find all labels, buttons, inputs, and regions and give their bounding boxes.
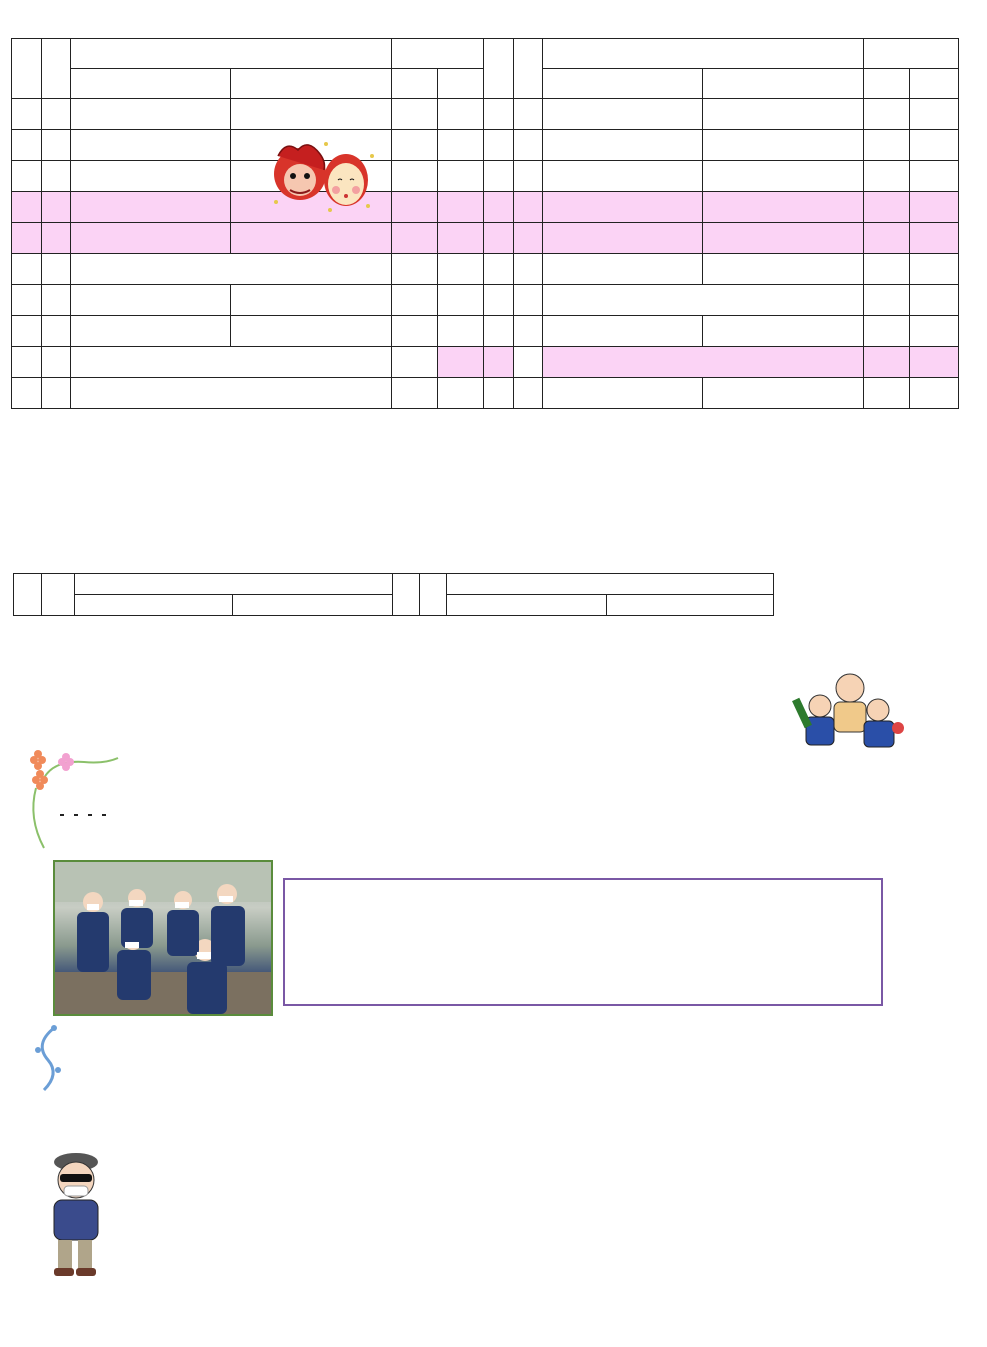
junior-event — [703, 161, 864, 192]
flower-icon — [58, 753, 74, 771]
flower-icon — [32, 770, 48, 790]
junior-dismissal-time — [438, 161, 484, 192]
header-elem — [543, 69, 703, 99]
blue-flourish-decoration — [24, 1024, 74, 1096]
weekday — [514, 130, 543, 161]
table-row — [12, 378, 959, 409]
elem-dismissal-empty — [864, 347, 910, 378]
junior-dismissal-time — [438, 316, 484, 347]
header-weekday — [514, 39, 543, 99]
elem-event — [543, 161, 703, 192]
day-number — [12, 285, 42, 316]
junior-event — [231, 285, 392, 316]
elem-dismissal-time — [392, 285, 438, 316]
elem-dismissal-empty — [864, 192, 910, 223]
weekday — [42, 347, 71, 378]
officer-secretary — [88, 814, 92, 816]
header-junior-short — [438, 69, 484, 99]
header-elem — [75, 595, 233, 616]
junior-event — [231, 316, 392, 347]
junior-dismissal-time — [910, 254, 959, 285]
day-number — [12, 161, 42, 192]
elem-dismissal-time — [392, 130, 438, 161]
junior-dismissal-empty — [910, 223, 959, 254]
junior-dismissal-time — [910, 130, 959, 161]
junior-dismissal-time — [910, 99, 959, 130]
weekday — [514, 161, 543, 192]
weekday — [42, 285, 71, 316]
header-elem — [71, 69, 231, 99]
day-number — [12, 99, 42, 130]
shared-event — [543, 285, 864, 316]
table-row — [12, 161, 959, 192]
shared-event — [71, 254, 392, 285]
junior-dismissal-time — [438, 285, 484, 316]
elem-event — [71, 316, 231, 347]
table-row — [12, 254, 959, 285]
weekday — [42, 161, 71, 192]
header-day — [393, 574, 420, 616]
junior-dismissal-time — [438, 347, 484, 378]
junior-event-empty — [703, 223, 864, 254]
elem-dismissal-time — [392, 316, 438, 347]
flower-icon — [30, 750, 46, 770]
weekday — [42, 254, 71, 285]
day-number — [12, 316, 42, 347]
header-weekday — [42, 39, 71, 99]
officer-president — [60, 814, 64, 816]
elem-dismissal-time — [392, 99, 438, 130]
elem-dismissal-time — [392, 347, 438, 378]
elem-dismissal-time — [864, 254, 910, 285]
elem-dismissal-time — [392, 378, 438, 409]
header-junior — [233, 595, 393, 616]
weekday — [514, 285, 543, 316]
junior-event — [703, 130, 864, 161]
day-number — [12, 254, 42, 285]
elem-event — [543, 378, 703, 409]
council-photo — [53, 860, 273, 1016]
header-elem — [447, 595, 607, 616]
officer-vice-president — [74, 814, 78, 816]
holiday-label — [543, 347, 864, 378]
table-row — [12, 285, 959, 316]
mar-schedule-table — [13, 573, 774, 616]
day-number — [484, 223, 514, 254]
junior-event — [703, 316, 864, 347]
header-day — [12, 39, 42, 99]
day-number — [484, 161, 514, 192]
elem-dismissal-time — [392, 254, 438, 285]
elem-event-empty — [71, 192, 231, 223]
header-junior — [607, 595, 774, 616]
elem-event — [543, 130, 703, 161]
elem-dismissal-empty — [392, 192, 438, 223]
header-elem-short — [392, 69, 438, 99]
shared-event — [71, 378, 392, 409]
table-row — [12, 130, 959, 161]
elem-event — [71, 285, 231, 316]
weekday — [42, 99, 71, 130]
day-number — [484, 130, 514, 161]
junior-event-empty — [231, 223, 392, 254]
day-number — [484, 99, 514, 130]
header-dismissal — [864, 39, 959, 69]
day-number — [12, 130, 42, 161]
elem-event — [71, 130, 231, 161]
header-day — [484, 39, 514, 99]
weekday — [514, 99, 543, 130]
elem-dismissal-time — [864, 316, 910, 347]
junior-dismissal-empty — [910, 347, 959, 378]
weekday — [42, 223, 71, 254]
junior-dismissal-time — [438, 130, 484, 161]
header-events — [543, 39, 864, 69]
day-number — [12, 223, 42, 254]
shared-event — [71, 347, 392, 378]
oni-mask-icon — [274, 145, 326, 200]
junior-dismissal-empty — [438, 192, 484, 223]
table-row — [12, 347, 959, 378]
weekday — [514, 223, 543, 254]
table-row — [12, 316, 959, 347]
elem-event — [543, 99, 703, 130]
elem-dismissal-empty — [392, 223, 438, 254]
table-row — [12, 192, 959, 223]
header-junior — [231, 69, 392, 99]
header-day — [14, 574, 42, 616]
day-number — [484, 192, 514, 223]
junior-event — [231, 99, 392, 130]
elem-dismissal-time — [392, 161, 438, 192]
elem-dismissal-time — [864, 285, 910, 316]
junior-event — [703, 99, 864, 130]
header-junior — [703, 69, 864, 99]
elem-dismissal-time — [864, 378, 910, 409]
elem-event-empty — [543, 223, 703, 254]
elem-event-empty — [543, 192, 703, 223]
header-elem-short — [864, 69, 910, 99]
suspicious-person-illustration — [40, 1150, 110, 1280]
weekday — [514, 192, 543, 223]
council-officers — [60, 800, 116, 824]
otafuku-mask-icon — [324, 154, 368, 206]
weekday — [42, 130, 71, 161]
day-number — [484, 254, 514, 285]
elem-event-empty — [71, 223, 231, 254]
elem-dismissal-time — [864, 99, 910, 130]
junior-dismissal-time — [438, 99, 484, 130]
elem-event — [543, 254, 703, 285]
junior-dismissal-time — [910, 316, 959, 347]
elem-event — [543, 316, 703, 347]
table-row — [12, 223, 959, 254]
junior-dismissal-empty — [438, 223, 484, 254]
day-number — [484, 316, 514, 347]
junior-dismissal-time — [438, 254, 484, 285]
elem-event — [71, 99, 231, 130]
weekday — [514, 316, 543, 347]
header-dismissal — [392, 39, 484, 69]
junior-dismissal-time — [438, 378, 484, 409]
day-number — [484, 378, 514, 409]
day-number — [12, 192, 42, 223]
header-weekday — [420, 574, 447, 616]
header-events — [71, 39, 392, 69]
junior-dismissal-time — [910, 285, 959, 316]
weekday — [42, 316, 71, 347]
weekday — [42, 192, 71, 223]
junior-dismissal-empty — [910, 192, 959, 223]
officer-executives — [102, 814, 106, 816]
day-number — [12, 378, 42, 409]
weekday — [42, 378, 71, 409]
junior-event — [703, 254, 864, 285]
weekday — [514, 378, 543, 409]
feb-schedule-table — [11, 38, 959, 409]
setsubun-mask-illustration — [268, 136, 378, 214]
junior-dismissal-time — [910, 378, 959, 409]
weekday — [514, 254, 543, 285]
header-junior-short — [910, 69, 959, 99]
junior-dismissal-time — [910, 161, 959, 192]
weekday — [514, 347, 543, 378]
junior-event — [703, 378, 864, 409]
graduation-family-illustration — [790, 668, 912, 748]
elem-dismissal-time — [864, 161, 910, 192]
elem-dismissal-time — [864, 130, 910, 161]
table-row — [12, 99, 959, 130]
day-number — [484, 347, 514, 378]
junior-event-empty — [703, 192, 864, 223]
header-weekday — [42, 574, 75, 616]
slogan-box — [283, 878, 883, 1006]
header-events — [75, 574, 393, 595]
elem-dismissal-empty — [864, 223, 910, 254]
elem-event — [71, 161, 231, 192]
header-events — [447, 574, 774, 595]
day-number — [12, 347, 42, 378]
day-number — [484, 285, 514, 316]
